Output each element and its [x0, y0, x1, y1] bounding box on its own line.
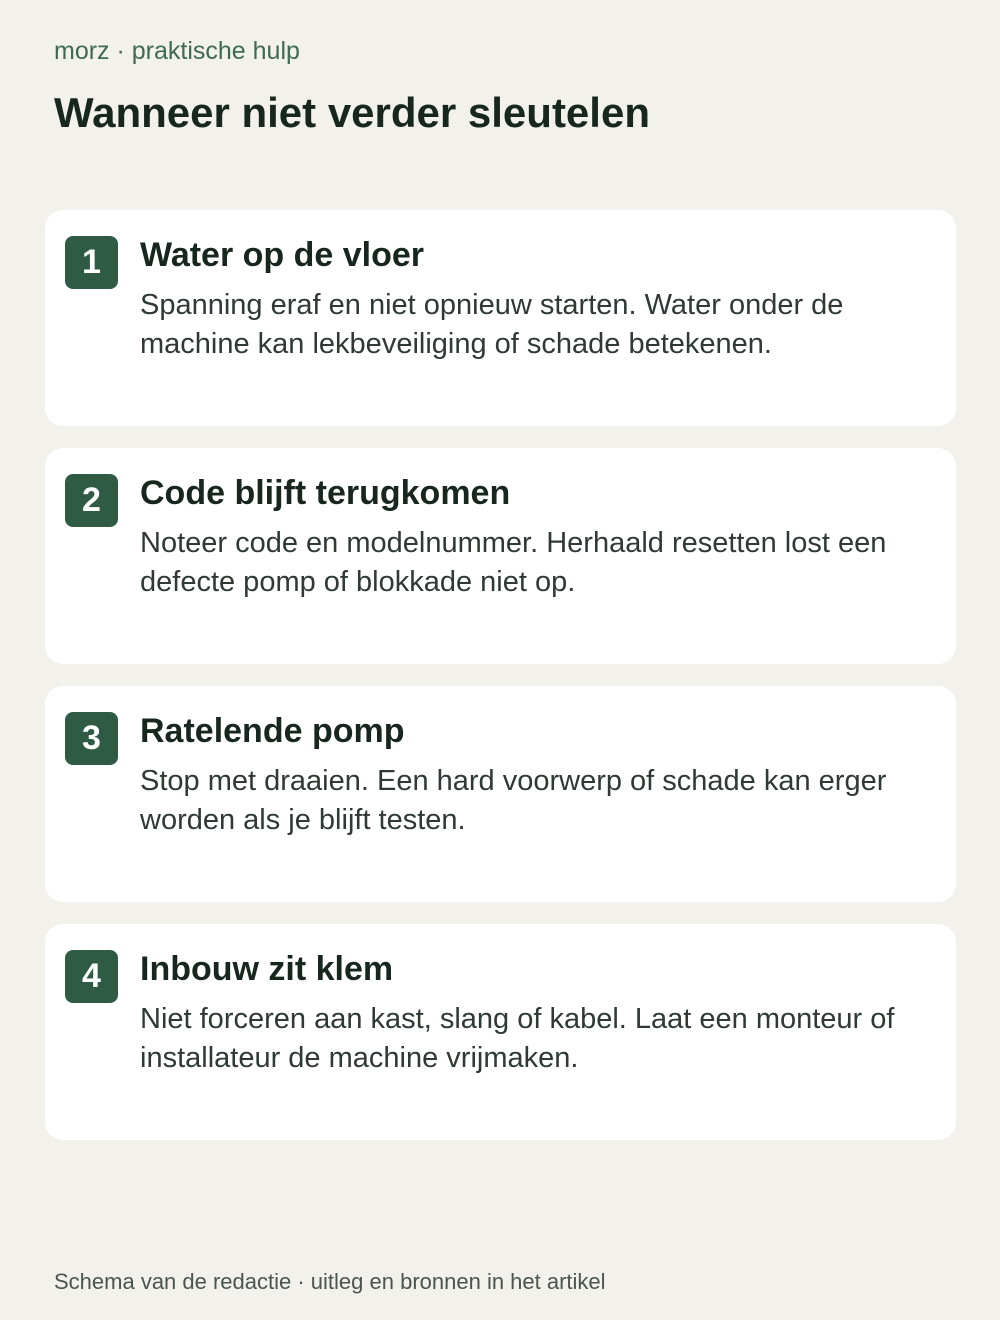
card-list: [45, 210, 956, 1162]
step-number-badge: 4: [65, 950, 118, 1003]
card-title: Water op de vloer: [140, 236, 425, 274]
step-number-badge: 1: [65, 236, 118, 289]
card-text: Niet forceren aan kast, slang of kabel. Laat een monteur of installateur de machine vrijmaken.: [140, 1003, 895, 1074]
step-number-badge: 3: [65, 712, 118, 765]
brand-label: morz · praktische hulp: [54, 37, 300, 65]
card-text: Spanning eraf en niet opnieuw starten. Water onder de machine kan lekbeveiliging of schade betekenen.: [140, 289, 844, 360]
card-title: Ratelende pomp: [140, 712, 405, 750]
card-code-blijft-terugkomen: [45, 448, 956, 664]
card-text: Stop met draaien. Een hard voorwerp of schade kan erger worden als je blijft testen.: [140, 765, 887, 836]
step-number-badge: 2: [65, 474, 118, 527]
card-text: Noteer code en modelnummer. Herhaald resetten lost een defecte pomp of blokkade niet op.: [140, 527, 887, 598]
card-title: Code blijft terugkomen: [140, 474, 511, 512]
footer-note: Schema van de redactie · uitleg en bronnen in het artikel: [54, 1269, 606, 1294]
card-water-op-de-vloer: [45, 210, 956, 426]
card-title: Inbouw zit klem: [140, 950, 394, 988]
card-inbouw-zit-klem: [45, 924, 956, 1140]
card-ratelende-pomp: [45, 686, 956, 902]
page-title: Wanneer niet verder sleutelen: [54, 89, 650, 136]
